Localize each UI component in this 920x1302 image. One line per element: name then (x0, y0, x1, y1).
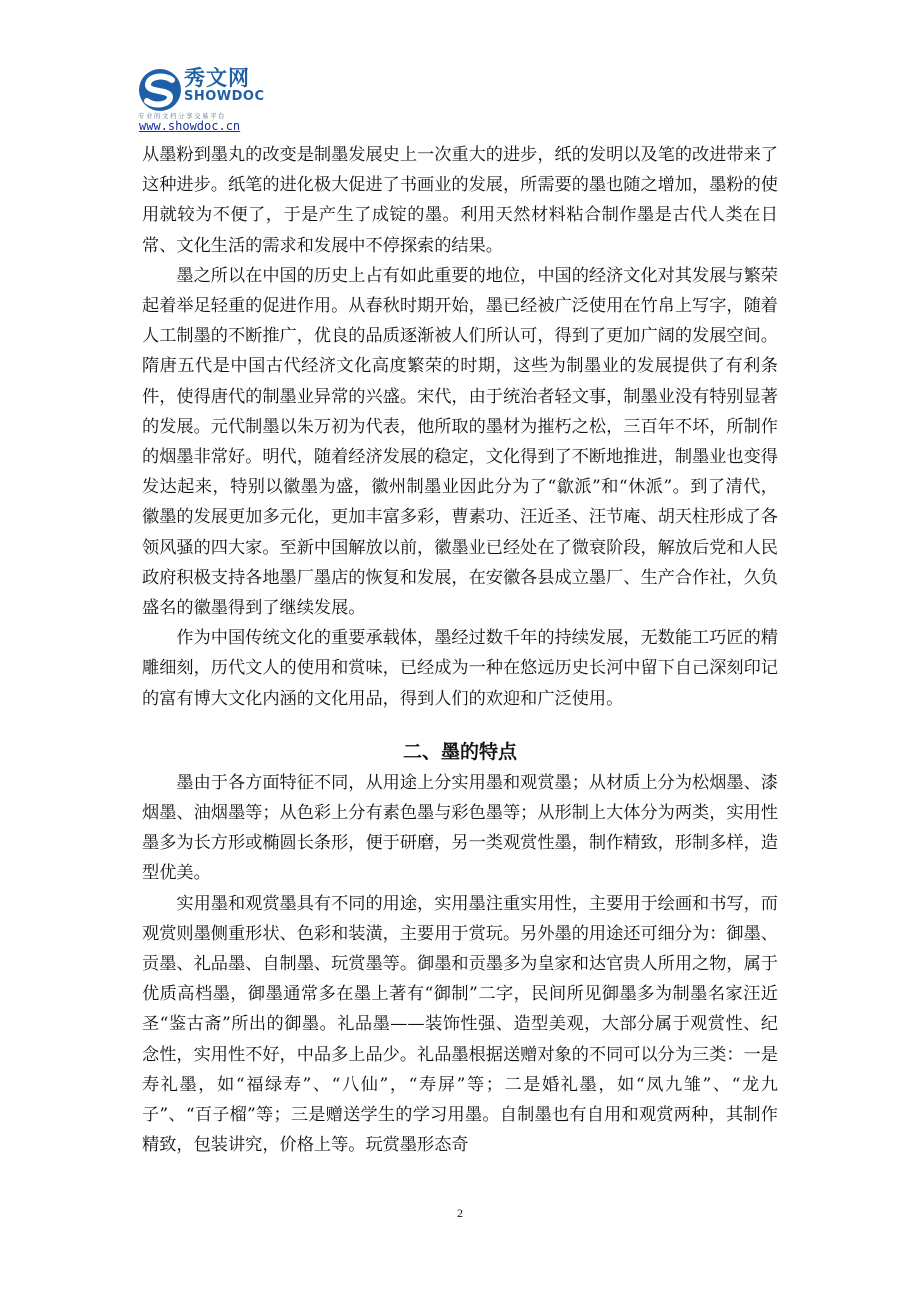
showdoc-logo-icon (138, 68, 182, 112)
showdoc-logo[interactable] (138, 66, 268, 122)
body-paragraph: 作为中国传统文化的重要承载体，墨经过数千年的持续发展，无数能工巧匠的精雕细刻，历代文人的使用和赏味，已经成为一种在悠远历史长河中留下自己深刻印记的富有博大文化内涵的文化用品，得到人们的欢迎和广泛使用。 (142, 628, 778, 709)
body-paragraph: 实用墨和观赏墨具有不同的用途，实用墨注重实用性，主要用于绘画和书写，而观赏则墨侧重形状、色彩和装潢，主要用于赏玩。另外墨的用途还可细分为：御墨、贡墨、礼品墨、自制墨、玩赏墨等。御墨和贡墨多为皇家和达官贵人所用之物，属于优质高档墨，御墨通常多在墨上著有“御制”二字，民间所见御墨多为制墨名家汪近圣“鉴古斋”所出的御墨。礼品墨——装饰性强、造型美观，大部分属于观赏性、纪念性，实用性不好，中品多上品少。礼品墨根据送赠对象的不同可以分为三类：一是寿礼墨，如“福绿寿”、“八仙”，“寿屏”等；二是婚礼墨，如“凤九雏”、“龙九子”、“百子榴”等；三是赠送学生的学习用墨。自制墨也有自用和观赏两种，其制作精致，包装讲究，价格上等。玩赏墨形态奇 (142, 893, 778, 1156)
body-paragraph: 墨由于各方面特征不同，从用途上分实用墨和观赏墨；从材质上分为松烟墨、漆烟墨、油烟墨等；从色彩上分有素色墨与彩色墨等；从形制上大体分为两类，实用性墨多为长方形或椭圆长条形，便于研磨，另一类观赏性墨，制作精致，形制多样，造型优美。 (142, 772, 778, 884)
page-number: 2 (457, 1206, 463, 1220)
document-body (142, 140, 778, 1161)
logo-english-name: SHOWDOC (184, 89, 265, 104)
logo-chinese-name: 秀文网 (184, 66, 250, 90)
logo-tagline: 专业的文档分享交易平台 (138, 112, 226, 120)
site-url-link[interactable]: www.showdoc.cn (139, 119, 241, 133)
body-paragraph: 从墨粉到墨丸的改变是制墨发展史上一次重大的进步，纸的发明以及笔的改进带来了这种进步。纸笔的进化极大促进了书画业的发展，所需要的墨也随之增加，墨粉的使用就较为不便了，于是产生了成锭的墨。利用天然材料粘合制作墨是古代人类在日常、文化生活的需求和发展中不停探索的结果。 (142, 145, 778, 256)
body-paragraph: 墨之所以在中国的历史上占有如此重要的地位，中国的经济文化对其发展与繁荣起着举足轻重的促进作用。从春秋时期开始，墨已经被广泛使用在竹帛上写字，随着人工制墨的不断推广，优良的品质逐渐被人们所认可，得到了更加广阔的发展空间。隋唐五代是中国古代经济文化高度繁荣的时期，这些为制墨业的发展提供了有利条件，使得唐代的制墨业异常的兴盛。宋代，由于统治者轻文事，制墨业没有特别显著的发展。元代制墨以朱万初为代表，他所取的墨材为摧朽之松，三百年不坏，所制作的烟墨非常好。明代，随着经济发展的稳定，文化得到了不断地推进，制墨业也变得发达起来，特别以徽墨为盛，徽州制墨业因此分为了“歙派”和“休派”。到了清代，徽墨的发展更加多元化，更加丰富多彩，曹素功、汪近圣、汪节庵、胡天柱形成了各领风骚的四大家。至新中国解放以前，徽墨业已经处在了微衰阶段，解放后党和人民政府积极支持各地墨厂墨店的恢复和发展，在安徽各县成立墨厂、生产合作社，久负盛名的徽墨得到了继续发展。 (142, 265, 778, 619)
section-heading: 二、墨的特点 (402, 740, 517, 763)
